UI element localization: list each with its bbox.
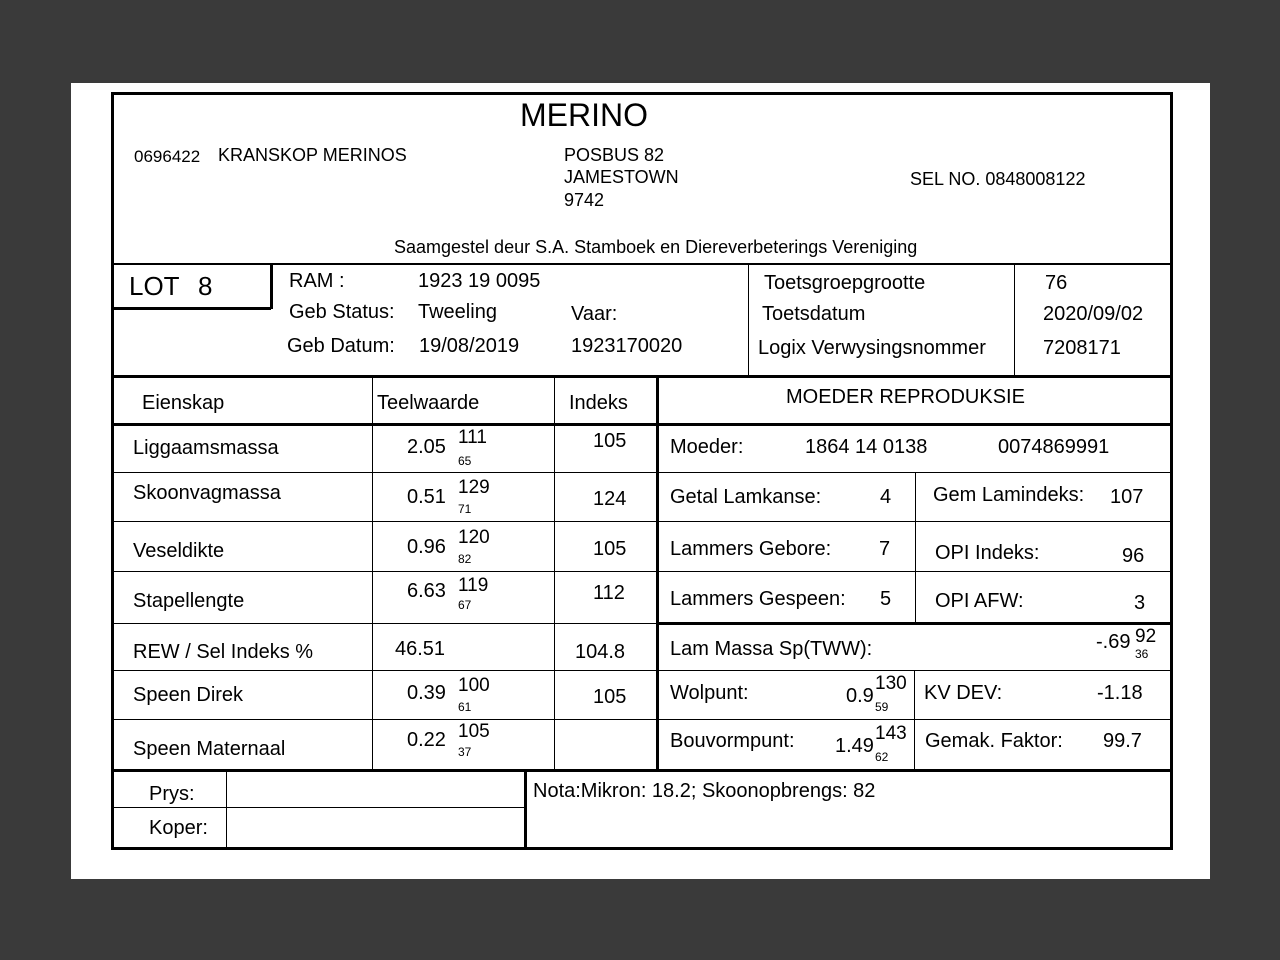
divider (111, 670, 1173, 671)
ram-value: 1923 19 0095 (418, 270, 541, 292)
opi-afw-label: OPI AFW: (935, 590, 1024, 612)
birth-date-label: Geb Datum: (287, 335, 395, 357)
trait-name: Liggaamsmassa (133, 437, 279, 459)
trait-accuracy-sup: 129 (458, 477, 490, 498)
trait-value: 2.05 (407, 436, 446, 458)
divider (524, 771, 527, 848)
col-header-index: Indeks (569, 392, 628, 414)
trait-accuracy-sub: 61 (458, 700, 472, 714)
trait-accuracy-sup: 119 (458, 575, 489, 596)
trait-accuracy-sup: 105 (458, 721, 490, 742)
opi-index-label: OPI Indeks: (935, 542, 1040, 564)
trait-value: 6.63 (407, 580, 446, 602)
address-line-2: JAMESTOWN (564, 167, 679, 187)
lambs-weaned-label: Lammers Gespeen: (670, 588, 846, 610)
trait-name: Veseldikte (133, 540, 225, 562)
ease-factor-label: Gemak. Faktor: (925, 730, 1063, 752)
sel-number: SEL NO. 0848008122 (910, 169, 1086, 189)
divider (748, 264, 749, 376)
trait-index: 105 (593, 686, 627, 708)
conformation-point-label: Bouvormpunt: (670, 730, 795, 752)
sale-note: Nota:Mikron: 18.2; Skoonopbrengs: 82 (533, 780, 876, 802)
wool-point-accuracy-sup: 130 (875, 673, 907, 694)
birth-status-label: Geb Status: (289, 301, 395, 323)
trait-value: 0.51 (407, 486, 446, 508)
price-field[interactable] (232, 775, 520, 805)
trait-accuracy-sup: 120 (458, 527, 490, 548)
buyer-label: Koper: (149, 817, 208, 839)
breed-title: MERINO (520, 97, 648, 133)
test-date-value: 2020/09/02 (1043, 303, 1144, 325)
compiled-by-note: Saamgestel deur S.A. Stamboek en Diereverbeterings Vereniging (394, 237, 918, 257)
trait-accuracy-sup: 111 (458, 427, 487, 448)
trait-value: 0.39 (407, 682, 446, 704)
trait-accuracy-sub: 71 (458, 502, 472, 516)
divider (554, 377, 555, 771)
mother-id: 1864 14 0138 (805, 436, 928, 458)
col-header-breeding-value: Teelwaarde (377, 392, 480, 414)
conformation-accuracy-sub: 62 (875, 750, 889, 764)
trait-accuracy-sup: 100 (458, 675, 490, 696)
card-border-right (1170, 92, 1173, 850)
birth-status-value: Tweeling (418, 301, 497, 323)
card-border-bottom (111, 847, 1173, 850)
test-group-size-value: 76 (1045, 272, 1068, 294)
avg-lamb-index-label: Gem Lamindeks: (933, 484, 1085, 506)
sire-label: Vaar: (571, 303, 618, 325)
lamb-mass-value: -.69 (1096, 631, 1131, 653)
lambs-weaned-value: 5 (880, 588, 892, 610)
lamb-mass-label: Lam Massa Sp(TWW): (670, 638, 873, 660)
price-label: Prys: (149, 783, 195, 805)
avg-lamb-index-value: 107 (1110, 486, 1144, 508)
opi-afw-value: 3 (1134, 592, 1146, 614)
test-group-size-label: Toetsgroepgrootte (764, 272, 926, 294)
kv-dev-value: -1.18 (1097, 682, 1143, 704)
trait-index: 105 (593, 430, 627, 452)
lamb-mass-accuracy-sup: 92 (1135, 626, 1157, 647)
conformation-accuracy-sup: 143 (875, 723, 907, 744)
divider (915, 473, 916, 623)
lamb-chances-value: 4 (880, 486, 892, 508)
trait-accuracy-sub: 37 (458, 745, 472, 759)
lamb-chances-label: Getal Lamkanse: (670, 486, 822, 508)
breeder-code: 0696422 (134, 147, 201, 166)
wool-point-value: 0.9 (846, 685, 874, 707)
breeder-name: KRANSKOP MERINOS (218, 145, 407, 165)
lambs-born-value: 7 (879, 538, 891, 560)
lot-label: LOT (129, 271, 180, 301)
divider (1014, 264, 1015, 376)
wool-point-accuracy-sub: 59 (875, 700, 889, 714)
trait-name: Skoonvagmassa (133, 482, 281, 504)
mother-number: 0074869991 (998, 436, 1110, 458)
wool-point-label: Wolpunt: (670, 682, 749, 704)
ram-label: RAM : (289, 270, 345, 292)
trait-accuracy-sub: 67 (458, 598, 472, 612)
trait-name: Speen Maternaal (133, 738, 286, 760)
birth-date-value: 19/08/2019 (419, 335, 520, 357)
trait-value: 46.51 (395, 638, 446, 660)
lambs-born-label: Lammers Gebore: (670, 538, 832, 560)
divider (111, 623, 657, 624)
lamb-mass-accuracy-sub: 36 (1135, 647, 1149, 661)
lot-number: 8 (198, 271, 213, 301)
trait-value: 0.22 (407, 729, 446, 751)
mother-label: Moeder: (670, 436, 744, 458)
divider (111, 521, 1173, 522)
divider (111, 571, 1173, 572)
trait-value: 0.96 (407, 536, 446, 558)
logix-ref-value: 7208171 (1043, 337, 1121, 359)
divider (372, 377, 373, 771)
address-line-3: 9742 (564, 190, 605, 210)
divider (111, 375, 1173, 378)
card-border-left (111, 92, 114, 850)
divider (270, 263, 273, 309)
conformation-point-value: 1.49 (835, 735, 874, 757)
divider (111, 423, 1173, 426)
trait-name: Stapellengte (133, 590, 245, 612)
trait-accuracy-sub: 65 (458, 454, 472, 468)
opi-index-value: 96 (1122, 545, 1145, 567)
address-line-1: POSBUS 82 (564, 145, 665, 165)
divider (114, 807, 526, 808)
divider (111, 472, 1173, 473)
logix-ref-label: Logix Verwysingsnommer (758, 337, 986, 359)
ease-factor-value: 99.7 (1103, 730, 1142, 752)
divider (111, 719, 1173, 720)
trait-name: REW / Sel Indeks % (133, 641, 314, 663)
divider (914, 671, 915, 770)
test-date-label: Toetsdatum (762, 303, 866, 325)
trait-index: 104.8 (575, 641, 626, 663)
repro-section-title: MOEDER REPRODUKSIE (786, 386, 1025, 408)
trait-name: Speen Direk (133, 684, 244, 706)
divider (656, 377, 659, 771)
divider (111, 307, 271, 310)
trait-index: 124 (593, 488, 627, 510)
divider (111, 769, 1173, 772)
divider (226, 771, 227, 848)
kv-dev-label: KV DEV: (924, 682, 1003, 704)
trait-index: 112 (593, 582, 625, 604)
trait-accuracy-sub: 82 (458, 552, 472, 566)
buyer-field[interactable] (232, 810, 520, 844)
col-header-trait: Eienskap (142, 392, 225, 414)
card-border-top (111, 92, 1173, 95)
sire-value: 1923170020 (571, 335, 683, 357)
trait-index: 105 (593, 538, 627, 560)
